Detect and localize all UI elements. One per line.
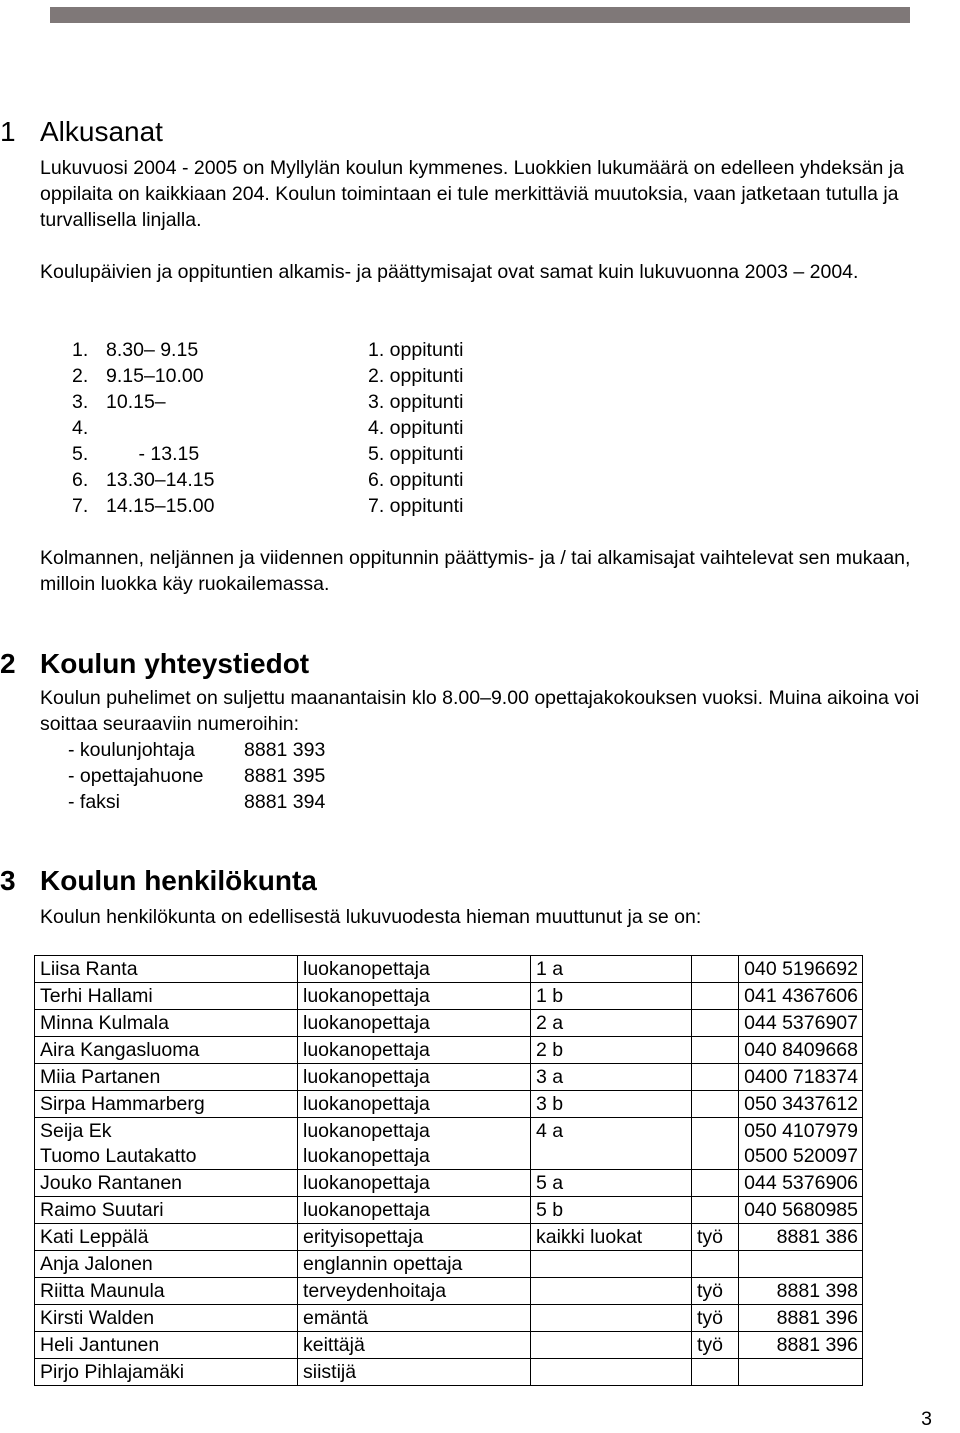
staff-class-text: 1 b (536, 985, 564, 1007)
table-row (35, 1010, 863, 1037)
staff-class (531, 1118, 692, 1170)
table-row (35, 1091, 863, 1118)
staff-class (531, 983, 692, 1010)
staff-name-text: Tuomo Lautakatto (40, 1145, 197, 1167)
staff-class (531, 956, 692, 983)
table-row (35, 983, 863, 1010)
staff-phone (739, 1010, 863, 1037)
staff-name-text: Sirpa Hammarberg (40, 1093, 205, 1115)
staff-phone-text: 8881 386 (776, 1226, 858, 1248)
staff-role (298, 1332, 531, 1359)
staff-phone-type (692, 1118, 739, 1170)
staff-phone (739, 1064, 863, 1091)
table-row (35, 1278, 863, 1305)
schedule-lesson: 3. oppitunti (368, 391, 464, 413)
staff-phone-type (692, 1037, 739, 1064)
staff-name-text: Raimo Suutari (40, 1199, 164, 1221)
staff-class (531, 1010, 692, 1037)
staff-role-text: emäntä (303, 1307, 369, 1329)
page-number: 3 (921, 1408, 932, 1430)
staff-name-text: Terhi Hallami (40, 985, 153, 1007)
staff-phone (739, 1170, 863, 1197)
staff-phone (739, 1197, 863, 1224)
staff-name (35, 1305, 298, 1332)
staff-phone (739, 983, 863, 1010)
contact-role: - faksi (68, 791, 121, 813)
staff-phone-type (692, 1359, 739, 1386)
staff-phone-type (692, 1091, 739, 1118)
staff-name (35, 1224, 298, 1251)
staff-phone-type (692, 1332, 739, 1359)
table-row (35, 1118, 863, 1170)
schedule-time: 9.15–10.00 (106, 365, 204, 387)
staff-role (298, 1359, 531, 1386)
staff-role (298, 1305, 531, 1332)
staff-class-text: 3 b (536, 1093, 564, 1115)
table-row (35, 956, 863, 983)
staff-role-text: luokanopettaja (303, 1120, 430, 1142)
table-row (35, 1332, 863, 1359)
contact-role: - opettajahuone (68, 765, 204, 787)
staff-name-text: Miia Partanen (40, 1066, 161, 1088)
staff-phone-text: 8881 398 (776, 1280, 858, 1302)
section-2-title: Koulun yhteystiedot (40, 648, 310, 679)
staff-role-text: luokanopettaja (303, 1093, 430, 1115)
staff-phone-type (692, 1251, 739, 1278)
staff-name (35, 1332, 298, 1359)
schedule-number: 2. (72, 365, 89, 387)
staff-role-text: terveydenhoitaja (303, 1280, 447, 1302)
phone-hours-paragraph: Koulun puhelimet on suljettu maanantaisin klo 8.00–9.00 opettajakokouksen vuoksi. Muina aikoina voi soittaa seuraaviin numeroihin: (40, 687, 920, 735)
staff-phone (739, 1224, 863, 1251)
staff-class-text: 2 b (536, 1039, 564, 1061)
staff-name (35, 956, 298, 983)
staff-intro-paragraph: Koulun henkilökunta on edellisestä lukuvuodesta hieman muuttunut ja se on: (40, 906, 702, 928)
staff-class-text: 1 a (536, 958, 564, 980)
section-3-title: Koulun henkilökunta (40, 865, 317, 896)
schedule-intro-paragraph: Koulupäivien ja oppituntien alkamis- ja päättymisajat ovat samat kuin lukuvuonna 2003 – 2004. (40, 261, 859, 283)
staff-name-text: Heli Jantunen (40, 1334, 160, 1356)
staff-class-text: 3 a (536, 1066, 564, 1088)
staff-phone-type (692, 1010, 739, 1037)
staff-class (531, 1091, 692, 1118)
staff-phone-text: 040 5680985 (744, 1199, 858, 1221)
staff-phone-text: 0400 718374 (744, 1066, 858, 1088)
staff-class-text: kaikki luokat (536, 1226, 643, 1248)
staff-phone-type (692, 1278, 739, 1305)
table-row (35, 1305, 863, 1332)
staff-name (35, 1359, 298, 1386)
table-row (35, 1251, 863, 1278)
staff-class (531, 1224, 692, 1251)
section-3-number: 3 (0, 865, 16, 896)
staff-phone-text: 040 8409668 (744, 1039, 858, 1061)
schedule-number: 6. (72, 469, 89, 491)
staff-phone-type (692, 1224, 739, 1251)
staff-phone-type (692, 1170, 739, 1197)
table-row (35, 1170, 863, 1197)
staff-phone-type-text: työ (697, 1334, 724, 1356)
staff-phone-type (692, 983, 739, 1010)
staff-role (298, 983, 531, 1010)
staff-name (35, 1251, 298, 1278)
staff-role (298, 1170, 531, 1197)
staff-name-text: Liisa Ranta (40, 958, 138, 980)
staff-name (35, 1197, 298, 1224)
staff-phone-text: 050 3437612 (744, 1093, 858, 1115)
staff-role-text: englannin opettaja (303, 1253, 463, 1275)
staff-name (35, 1278, 298, 1305)
schedule-lesson: 5. oppitunti (368, 443, 464, 465)
schedule-lesson: 6. oppitunti (368, 469, 464, 491)
staff-role (298, 1010, 531, 1037)
staff-phone-text: 044 5376906 (744, 1172, 858, 1194)
schedule-number: 1. (72, 339, 89, 361)
staff-phone-text: 8881 396 (776, 1334, 858, 1356)
schedule-lesson: 2. oppitunti (368, 365, 464, 387)
table-row (35, 1224, 863, 1251)
staff-name-text: Seija Ek (40, 1120, 112, 1142)
contact-phone: 8881 394 (244, 791, 326, 813)
staff-phone (739, 1332, 863, 1359)
schedule-number: 3. (72, 391, 89, 413)
staff-name-text: Kirsti Walden (40, 1307, 155, 1329)
staff-class-text: 5 a (536, 1172, 564, 1194)
staff-class (531, 1170, 692, 1197)
staff-role-text: luokanopettaja (303, 1039, 430, 1061)
staff-role-text: luokanopettaja (303, 1172, 430, 1194)
staff-phone-type (692, 1064, 739, 1091)
staff-phone (739, 1359, 863, 1386)
staff-role (298, 1118, 531, 1170)
schedule-lesson: 4. oppitunti (368, 417, 464, 439)
staff-class-text: 4 a (536, 1120, 564, 1142)
staff-class (531, 1251, 692, 1278)
staff-class (531, 1359, 692, 1386)
section-1-number: 1 (0, 116, 16, 147)
staff-phone-text: 0500 520097 (744, 1145, 858, 1167)
schedule-time: 13.30–14.15 (106, 469, 215, 491)
schedule-number: 4. (72, 417, 89, 439)
staff-phone-text: 050 4107979 (744, 1120, 858, 1142)
schedule-number: 7. (72, 495, 89, 517)
schedule-note-paragraph: Kolmannen, neljännen ja viidennen oppitunnin päättymis- ja / tai alkamisajat vaihtelevat sen mukaan, milloin luokka käy ruokailemassa. (40, 547, 911, 595)
staff-phone (739, 1037, 863, 1064)
staff-role-text: luokanopettaja (303, 958, 430, 980)
staff-phone-type (692, 1305, 739, 1332)
staff-role-text: keittäjä (303, 1334, 365, 1356)
contact-phone: 8881 393 (244, 739, 326, 761)
staff-phone (739, 1118, 863, 1170)
staff-role-text: luokanopettaja (303, 985, 430, 1007)
staff-phone (739, 956, 863, 983)
staff-name-text: Jouko Rantanen (40, 1172, 183, 1194)
staff-class-text: 5 b (536, 1199, 564, 1221)
staff-name (35, 1037, 298, 1064)
staff-name-text: Minna Kulmala (40, 1012, 169, 1034)
staff-role (298, 1278, 531, 1305)
staff-role (298, 1037, 531, 1064)
contact-phone: 8881 395 (244, 765, 326, 787)
staff-class (531, 1064, 692, 1091)
staff-name-text: Riitta Maunula (40, 1280, 165, 1302)
staff-phone-text: 040 5196692 (744, 958, 858, 980)
staff-phone-text: 8881 396 (776, 1307, 858, 1329)
header-bar (50, 7, 910, 23)
staff-role-text: luokanopettaja (303, 1012, 430, 1034)
table-row (35, 1064, 863, 1091)
staff-phone-type-text: työ (697, 1280, 724, 1302)
schedule-time: 10.15– (106, 391, 166, 413)
staff-class-text: 2 a (536, 1012, 564, 1034)
staff-name (35, 1118, 298, 1170)
staff-phone-text: 041 4367606 (744, 985, 858, 1007)
schedule-lesson: 7. oppitunti (368, 495, 464, 517)
schedule-time: 8.30– 9.15 (106, 339, 199, 361)
staff-phone-type-text: työ (697, 1307, 724, 1329)
staff-phone-type-text: työ (697, 1226, 724, 1248)
table-row (35, 1037, 863, 1064)
schedule-number: 5. (72, 443, 89, 465)
staff-role (298, 1224, 531, 1251)
staff-table-body (35, 956, 863, 1386)
staff-phone-text: 044 5376907 (744, 1012, 858, 1034)
staff-role (298, 1064, 531, 1091)
staff-name (35, 983, 298, 1010)
section-1-title: Alkusanat (40, 116, 163, 147)
section-2-number: 2 (0, 648, 16, 679)
contact-role: - koulunjohtaja (68, 739, 195, 761)
staff-phone (739, 1091, 863, 1118)
staff-role-text: erityisopettaja (303, 1226, 424, 1248)
staff-phone (739, 1305, 863, 1332)
staff-name-text: Anja Jalonen (40, 1253, 153, 1275)
staff-role (298, 956, 531, 983)
staff-name-text: Pirjo Pihlajamäki (40, 1361, 185, 1383)
schedule-time: 14.15–15.00 (106, 495, 215, 517)
staff-phone-type (692, 1197, 739, 1224)
staff-class (531, 1278, 692, 1305)
staff-class (531, 1332, 692, 1359)
staff-class (531, 1037, 692, 1064)
staff-name (35, 1091, 298, 1118)
schedule-time: - 13.15 (106, 443, 200, 465)
staff-role-text: siistijä (303, 1361, 357, 1383)
staff-role (298, 1197, 531, 1224)
intro-paragraph: Lukuvuosi 2004 - 2005 on Myllylän koulun kymmenes. Luokkien lukumäärä on edelleen yhdeksän ja oppilaita on kaikkiaan 204. Koulun toimintaan ei tule merkittäviä muutoksia, vaan jatketaan tutulla ja turvallisella linjalla. (40, 157, 904, 231)
staff-table (34, 955, 863, 1386)
staff-name (35, 1010, 298, 1037)
staff-name-text: Aira Kangasluoma (40, 1039, 200, 1061)
staff-phone (739, 1278, 863, 1305)
schedule-lesson: 1. oppitunti (368, 339, 464, 361)
staff-class (531, 1305, 692, 1332)
staff-name-text: Kati Leppälä (40, 1226, 149, 1248)
staff-role-text: luokanopettaja (303, 1066, 430, 1088)
table-row (35, 1359, 863, 1386)
staff-role-text: luokanopettaja (303, 1145, 430, 1167)
staff-role-text: luokanopettaja (303, 1199, 430, 1221)
staff-role (298, 1091, 531, 1118)
staff-class (531, 1197, 692, 1224)
staff-phone-type (692, 956, 739, 983)
staff-name (35, 1064, 298, 1091)
staff-role (298, 1251, 531, 1278)
staff-name (35, 1170, 298, 1197)
table-row (35, 1197, 863, 1224)
staff-phone (739, 1251, 863, 1278)
